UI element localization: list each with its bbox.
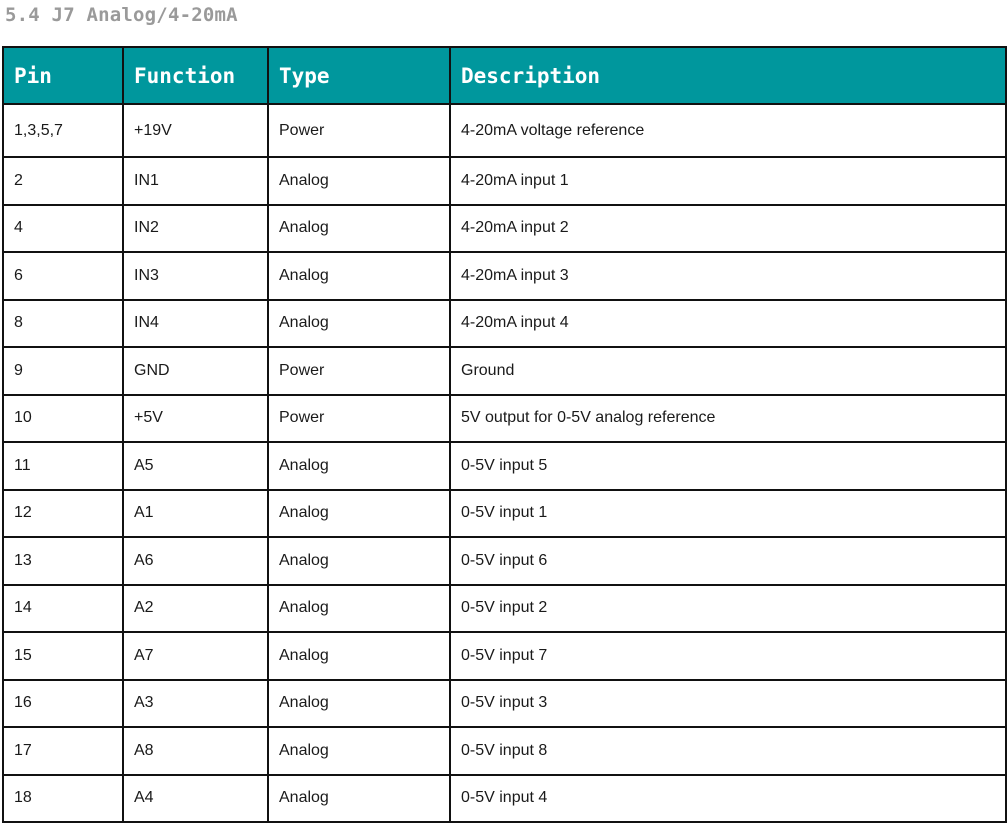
cell-type: Analog — [268, 680, 450, 728]
cell-pin: 15 — [3, 632, 123, 680]
cell-pin: 13 — [3, 537, 123, 585]
table-row — [3, 632, 1006, 680]
cell-description: 4-20mA input 1 — [450, 157, 1006, 205]
table-row — [3, 585, 1006, 633]
cell-function: +19V — [123, 104, 268, 157]
cell-description: 4-20mA input 3 — [450, 252, 1006, 300]
table-row — [3, 490, 1006, 538]
cell-pin: 14 — [3, 585, 123, 633]
cell-pin: 17 — [3, 727, 123, 775]
cell-pin: 18 — [3, 775, 123, 823]
cell-description: 0-5V input 4 — [450, 775, 1006, 823]
table-row — [3, 300, 1006, 348]
table-row — [3, 205, 1006, 253]
cell-function: IN1 — [123, 157, 268, 205]
cell-type: Analog — [268, 300, 450, 348]
cell-pin: 11 — [3, 442, 123, 490]
table-row — [3, 442, 1006, 490]
cell-pin: 10 — [3, 395, 123, 443]
header-description: Description — [450, 47, 1006, 104]
cell-function: A3 — [123, 680, 268, 728]
table-row — [3, 252, 1006, 300]
cell-type: Power — [268, 104, 450, 157]
cell-type: Analog — [268, 775, 450, 823]
cell-function: IN4 — [123, 300, 268, 348]
cell-function: +5V — [123, 395, 268, 443]
cell-type: Power — [268, 395, 450, 443]
cell-description: 4-20mA input 2 — [450, 205, 1006, 253]
header-pin: Pin — [3, 47, 123, 104]
cell-type: Analog — [268, 727, 450, 775]
cell-type: Analog — [268, 585, 450, 633]
cell-function: IN3 — [123, 252, 268, 300]
cell-function: IN2 — [123, 205, 268, 253]
cell-pin: 1,3,5,7 — [3, 104, 123, 157]
cell-pin: 2 — [3, 157, 123, 205]
cell-pin: 16 — [3, 680, 123, 728]
cell-description: 5V output for 0-5V analog reference — [450, 395, 1006, 443]
cell-description: 0-5V input 3 — [450, 680, 1006, 728]
cell-function: A6 — [123, 537, 268, 585]
cell-description: 4-20mA voltage reference — [450, 104, 1006, 157]
cell-description: 0-5V input 2 — [450, 585, 1006, 633]
header-function: Function — [123, 47, 268, 104]
cell-description: Ground — [450, 347, 1006, 395]
pin-table — [2, 46, 1007, 823]
cell-type: Analog — [268, 442, 450, 490]
cell-type: Power — [268, 347, 450, 395]
cell-description: 4-20mA input 4 — [450, 300, 1006, 348]
table-row — [3, 104, 1006, 157]
cell-pin: 9 — [3, 347, 123, 395]
cell-function: A1 — [123, 490, 268, 538]
header-type: Type — [268, 47, 450, 104]
cell-description: 0-5V input 5 — [450, 442, 1006, 490]
cell-description: 0-5V input 6 — [450, 537, 1006, 585]
table-row — [3, 680, 1006, 728]
table-row — [3, 347, 1006, 395]
cell-description: 0-5V input 1 — [450, 490, 1006, 538]
table-row — [3, 727, 1006, 775]
cell-type: Analog — [268, 205, 450, 253]
cell-type: Analog — [268, 157, 450, 205]
cell-type: Analog — [268, 632, 450, 680]
table-row — [3, 537, 1006, 585]
cell-description: 0-5V input 8 — [450, 727, 1006, 775]
cell-description: 0-5V input 7 — [450, 632, 1006, 680]
cell-function: A7 — [123, 632, 268, 680]
cell-function: A2 — [123, 585, 268, 633]
cell-function: A8 — [123, 727, 268, 775]
cell-type: Analog — [268, 537, 450, 585]
table-row — [3, 395, 1006, 443]
cell-pin: 4 — [3, 205, 123, 253]
cell-pin: 6 — [3, 252, 123, 300]
section-heading: 5.4 J7 Analog/4-20mA — [5, 4, 238, 26]
cell-function: A5 — [123, 442, 268, 490]
cell-pin: 8 — [3, 300, 123, 348]
cell-function: GND — [123, 347, 268, 395]
table-row — [3, 157, 1006, 205]
cell-type: Analog — [268, 490, 450, 538]
table-header-row — [3, 47, 1006, 104]
cell-type: Analog — [268, 252, 450, 300]
cell-function: A4 — [123, 775, 268, 823]
table-row — [3, 775, 1006, 823]
cell-pin: 12 — [3, 490, 123, 538]
